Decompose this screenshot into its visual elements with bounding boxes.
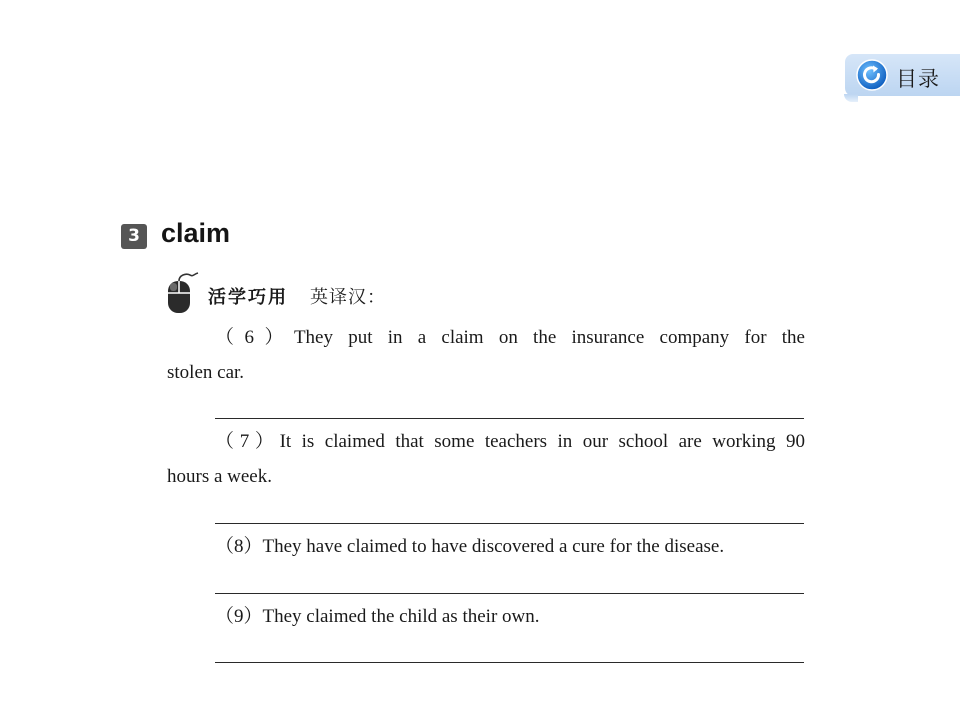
exercise-7-line-2: hours a week. (167, 466, 272, 487)
toc-button[interactable] (845, 54, 960, 96)
exercise-type-label: 活学巧用 (208, 287, 288, 308)
exercise-6-line-2: stolen car. (167, 362, 245, 383)
exercise-instruction: 英译汉： (310, 287, 386, 308)
refresh-icon (856, 59, 888, 91)
mouse-icon (164, 271, 204, 315)
exercise-heading (208, 283, 386, 309)
exercise-6-line-1: （6）They put in a claim on the insurance company for the (215, 327, 805, 348)
exercise-9-line-1: （9）They claimed the child as their own. (215, 606, 540, 627)
toc-label: 目录 (896, 67, 940, 91)
section-title: claim (161, 218, 231, 248)
answer-line-9[interactable] (215, 662, 804, 663)
answer-line-8[interactable] (215, 593, 804, 594)
answer-line-6[interactable] (215, 418, 804, 419)
exercise-7-line-1: （7）It is claimed that some teachers in our school are working 90 (215, 431, 805, 452)
section-number-badge: 3 (121, 224, 147, 249)
exercise-8-line-1: （8）They have claimed to have discovered a cure for the disease. (215, 536, 725, 557)
answer-line-7[interactable] (215, 523, 804, 524)
